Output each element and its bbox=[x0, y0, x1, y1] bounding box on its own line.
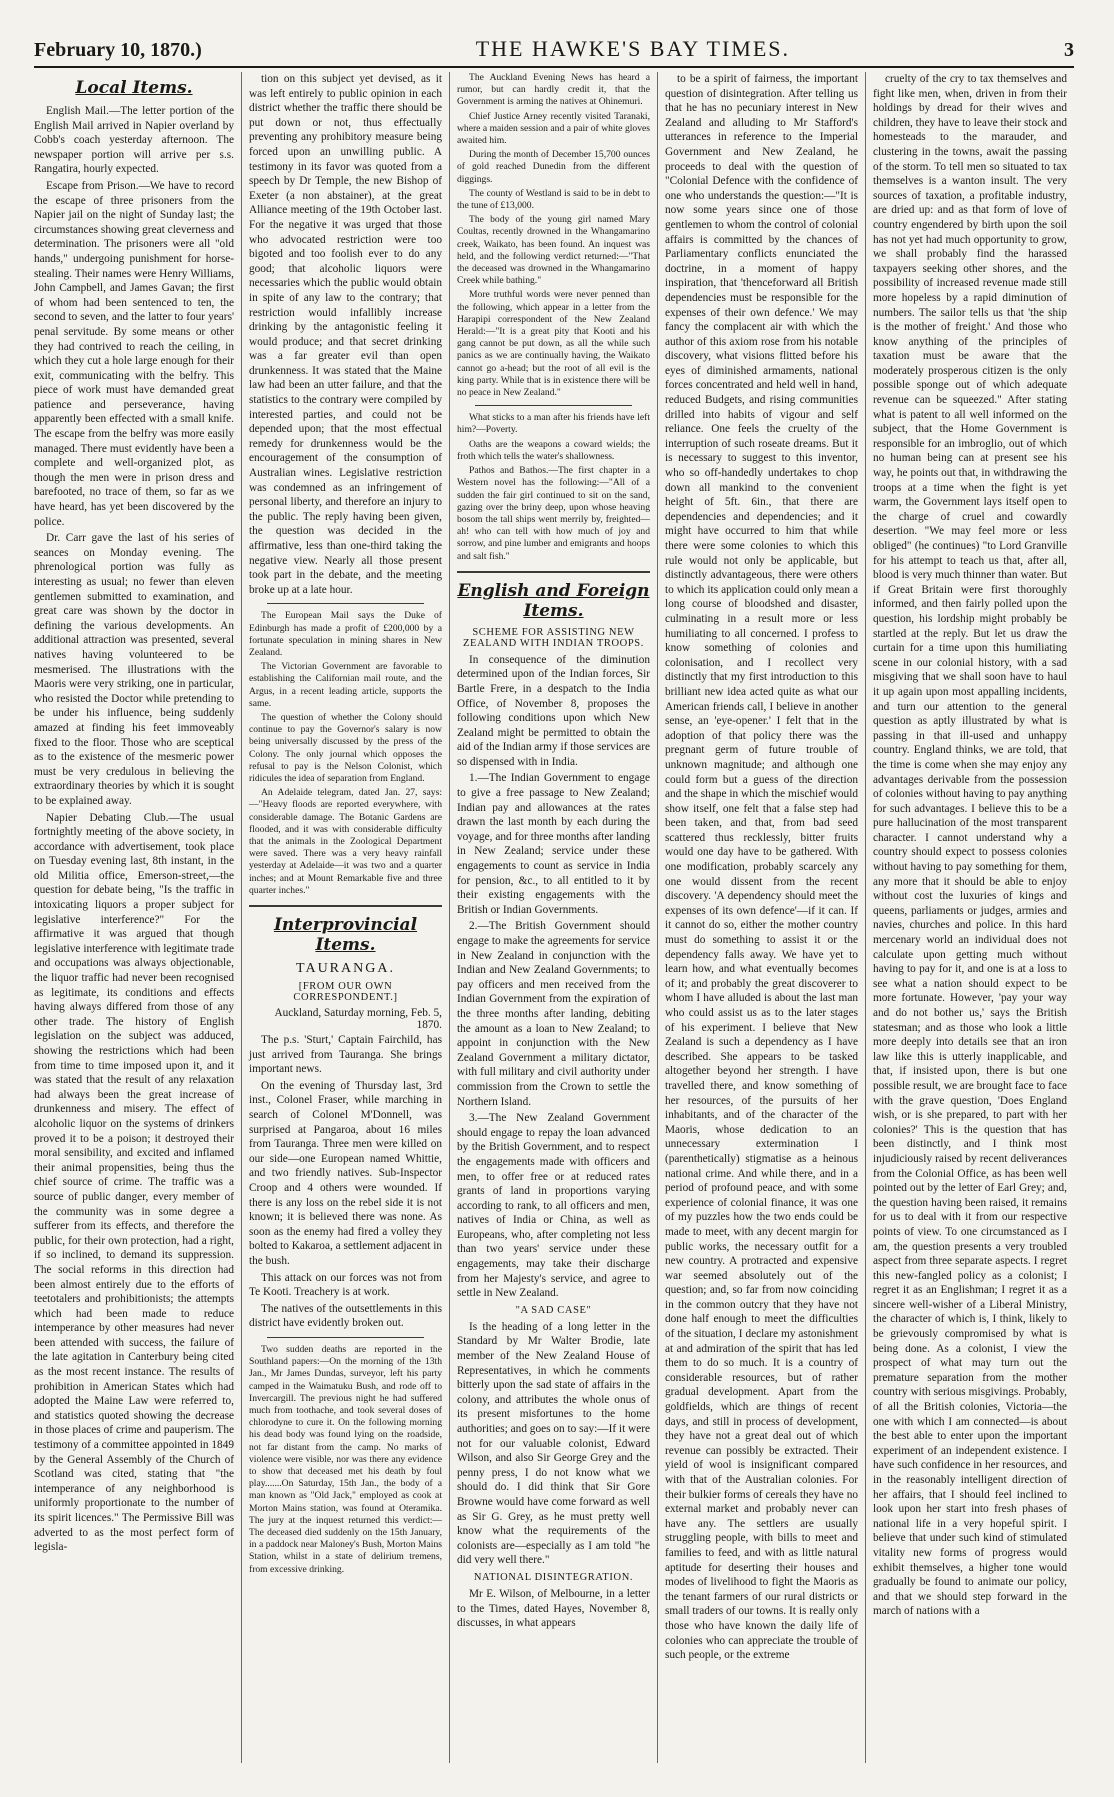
item-poverty: What sticks to a man after his friends have left him?—Poverty. bbox=[457, 412, 650, 436]
item-gold-dunedin: During the month of December 15,700 ounces of gold reached Dunedin from the different diggings. bbox=[457, 149, 650, 185]
newspaper-title: THE HAWKE'S BAY TIMES. bbox=[475, 36, 791, 61]
item-victorian-government: The Victorian Government are favorable to establishing the Californian mail route, and the Argus, in a recent leading article, supports the same. bbox=[249, 661, 442, 709]
divider bbox=[249, 905, 442, 907]
article-disintegration-1: Mr E. Wilson, of Melbourne, in a letter to the Times, dated Hayes, November 8, discusses, in what appears bbox=[457, 1587, 650, 1630]
item-governor-salary: The question of whether the Colony should continue to pay the Governor's salary is now being universally discussed by the press of the Colony. The only journal which opposes the refusal to pay is the Nelson Colonist, which ridicules the idea of separation from England. bbox=[249, 712, 442, 785]
article-dr-carr: Dr. Carr gave the last of his series of seances on Monday evening. The phrenological portion was fully as interesting as usual; no fewer than eleven gentlemen submitted to examination, and great care was shown by the doctor in defining the various developments. An additional attraction was presented, several natives having volunteered to be mesmerised. The illustrations with the Maoris were very striking, one in particular, who resisted the Doctor while pretending to be under his influence, being suddenly amazed at finding his feet immoveably fixed to the floor. Those who are sceptical as to the existence of the mesmeric power must be very credulous in believing the extraordinary theories by which it is sought to be explained away. bbox=[34, 532, 234, 807]
item-adelaide-telegram: An Adelaide telegram, dated Jan. 27, says:—"Heavy floods are reported everywhere, with considerable damage. The Botanic Gardens are flooded, and it was with considerable difficulty that the animals in the Zoological Department were saved. There was a very heavy rainfall yesterday at Adelaide—it was two and a quarter inches; and at Mount Remarkable five and three quarter inches." bbox=[249, 787, 442, 896]
subheading-national-disintegration: NATIONAL DISINTEGRATION. bbox=[473, 1571, 634, 1583]
article-tauranga-1: The p.s. 'Sturt,' Captain Fairchild, has just arrived from Tauranga. She brings important news. bbox=[249, 1034, 442, 1076]
issue-date: February 10, 1870.) bbox=[34, 39, 202, 61]
column-4 bbox=[658, 72, 866, 1763]
column-3 bbox=[450, 72, 658, 1763]
section-heading-interprovincial: Interprovincial Items. bbox=[273, 915, 418, 956]
article-escape-from-prison: Escape from Prison.—We have to record the escape of three prisoners from the Napier jail on the night of Sunday last; the circumstances showing great cleverness and determination. The prisoners were all "old hands," undergoing punishment for horse-stealing. Their names were Henry Williams, John Campbell, and James Gavan; the first of whom had been sentenced to ten, the second to seven, and the latter to four years' penal servitude. By some means or other they had contrived to reach the ceiling, in which they cut a hole large enough for their exit, communicating with the belfry. This piece of work must have demanded great patience and perseverance, having apparently been effected with a small knife. The escape from the belfry was more easily managed. There must evidently have been a complete and well-organized plot, as though the men were in prison dress and barefooted, no trace of them, so far as we have heard, has yet been discovered by the police. bbox=[34, 179, 234, 528]
article-sad-case: Is the heading of a long letter in the Standard by Mr Walter Brodie, late member of the New Zealand House of Representatives, in which he comments bitterly upon the sad state of affairs in the colony, and attributes the whole onus of its present misfortunes to the home authorities; and goes on to say:—If it were not for our valuable colonist, Edward Wilson, and also Sir George Grey and the penny press, I do not know what we should do. I did think that Sir Gore Browne would have come forward as well as Sir G. Grey, as he must pretty well know what the requirements of the colonists are—especially as I am told "he did very well there." bbox=[457, 1320, 650, 1567]
page-number: 3 bbox=[1064, 39, 1074, 61]
divider bbox=[267, 603, 424, 604]
subheading-sad-case: "A SAD CASE" bbox=[515, 1304, 592, 1316]
article-english-mail: English Mail.—The letter portion of the English Mail arrived in Napier overland by Cobb's coach yesterday afternoon. The newspaper portion will arrive per s.s. Rangatira, hourly expected. bbox=[34, 105, 234, 176]
item-pathos-bathos: Pathos and Bathos.—The first chapter in a Western novel has the following:—"All of a sudden the fair girl continued to sit on the sand, gazing over the briny deep, upon whose heaving bosom the tall ships went merrily by, freighted—ah! who can tell with how much of joy and sorrow, and pine lumber and emigrants and hoops and salt fish." bbox=[457, 465, 650, 562]
item-truthful-words: More truthful words were never penned than the following, which appear in a letter from the Harapipi correspondent of the New Zealand Herald:—"It is a great pity that Kooti and his gang cannot be put down, as all the while such panics as we are continually having, the Waikato cannot go a-head; but the root of all evil is the king party. While that is in existence there will be no peace in New Zealand." bbox=[457, 289, 650, 399]
column-1 bbox=[34, 72, 242, 1763]
article-debating-club-cont: tion on this subject yet devised, as it was left entirely to public opinion in each district whether the traffic there should be put down or not, thus effectually preventing any prohibitory measure being forced upon an unwilling public. A testimony in its favor was quoted from a speech by Dr Temple, the new Bishop of Exeter (a non abstainer), at the great Alliance meeting of the 19th October last. For the negative it was urged that those who advocated restriction were too bigoted and too foolish ever to do any good; that alcoholic liquors were necessaries which the public would obtain in spite of any law to the contrary; that restriction would infallibly increase drinking by the antagonistic feeling it would produce; and that secret drinking was a far greater evil than open drunkenness. It was stated that the Maine law had been an utter failure, and that the statistics to the contrary were compiled by interested parties, and could not be depended upon; that the most effectual remedy for drunkenness would be the encouragement of the consumption of Australian wines. Legislative restriction was condemned as an infringement of personal liberty, and therefore an injury to the public. The reply having been given, the question was decided in the affirmative, less than one-third taking the negative view. Nearly all those present took part in the debate, and the meeting broke up at a late hour. bbox=[249, 73, 442, 596]
item-oaths: Oaths are the weapons a coward wields; the froth which tells the water's shallowness. bbox=[457, 438, 650, 462]
place-heading: TAURANGA. bbox=[296, 961, 395, 977]
item-chief-justice: Chief Justice Arney recently visited Taranaki, where a maiden session and a pair of white gloves awaited him. bbox=[457, 110, 650, 147]
section-heading-english-foreign: English and Foreign Items. bbox=[457, 580, 650, 621]
masthead bbox=[34, 36, 1074, 68]
divider bbox=[475, 405, 632, 406]
article-indian-troops-3: 2.—The British Government should engage to make the agreements for service in New Zealand in conjunction with the Indian and New Zealand Governments; to pay officers and men received from the Indian Government from the expiration of the three months after landing, debiting the amount as a loan to New Zealand; to appoint in conjunction with the New Zealand Government a military dictator, with full military and civil authority under commission from the Crown to settle the Northern Island. bbox=[457, 920, 650, 1108]
subheading-indian-troops: SCHEME FOR ASSISTING NEW ZEALAND WITH INDIAN TROOPS. bbox=[463, 626, 644, 649]
columns bbox=[34, 72, 1074, 1763]
item-westland-debt: The county of Westland is said to be in debt to the tune of £13,000. bbox=[457, 187, 650, 212]
column-5 bbox=[866, 72, 1074, 1763]
divider bbox=[267, 1337, 424, 1338]
article-tauranga-2: On the evening of Thursday last, 3rd inst., Colonel Fraser, while marching in search of Colonel M'Donnell, was surprised at Pangaroa, about 16 miles from Tauranga. Three men were killed on our side—one European named Whittie, and two friendly natives. Sub-Inspector Croop and 4 others were wounded. If there is any loss on the rebel side it is not known; it is believed there was none. As soon as the enemy had fired a volley they bolted to Kakaroa, a settlement adjacent in the bush. bbox=[249, 1079, 442, 1267]
article-indian-troops-4: 3.—The New Zealand Government should engage to repay the loan advanced by the British Government, and to respect the engagements made with officers and men, to offer free or at reduced rates grants of land in proportions varying according to rank, to all officers and men, natives of India or China, as well as Europeans, who, after completing not less than two years' service under these engagements, may take their discharge from her Majesty's service, and agree to settle in New Zealand. bbox=[457, 1112, 650, 1300]
article-indian-troops-1: In consequence of the diminution determined upon of the Indian forces, Sir Bartle Frere, in a despatch to the India Office, of November 8, proposes the following conditions upon which New Zealand might be permitted to obtain the aid of the Indian army if those services are so dispensed with in India. bbox=[457, 653, 650, 768]
article-disintegration-3: cruelty of the cry to tax themselves and fight like men, when, driven in from their holdings by dread for their wives and children, they have to leave their stock and homesteads to the marauder, and clustering in the towns, await the passing of the storm. To tell men so situated to tax themselves is a wanton insult. The very sources of taxation, a profitable industry, are dried up: and as that form of love of country engendered by birth upon the soil has not yet had much opportunity to grow, we shall probably find the harassed taxpayers seeking other shores, and the possibility of increased revenue made still more hopeless by a rapid diminution of numbers. The sailor tells us that 'the ship is the mother of freight.' And those who know anything of the principles of taxation must be aware that the moderately prosperous citizen is the only possible sponge out of which adequate revenue can be squeezed." After stating what is patent to all well informed on the subject, that the Home Government is responsible for an imbroglio, out of which no human being can at present see his way, he points out that, in withdrawing the troops at a time when the fight is yet warm, the Government lays itself open to the charge of cruel and cowardly desertion. "We may feel more or less obliged" (he continues) "to Lord Granville for his attempt to teach us that, after all, blood is very much thinner than water. But if Great Britain were first thoroughly informed, and then fairly polled upon the question, his lordship might probably be startled at the reply. But let us draw the curtain for a time upon this humiliating scene in our colonial history, with a sad misgiving that we shall soon have to haul it up again upon most appalling incidents, and turn our attention to the general question as aptly illustrated by what is passing in that ill-used and unhappy country. England thinks, we are told, that the time is come when she may enjoy any advantages derivable from the possession of colonies without having to pay anything for such advantages. I believe this to be a pure hallucination of the most transparent character. I cannot understand why a country should expect to possess colonies without having to pay something for them, any more that it should be able to enjoy without cost the luxuries of kings and queens, parliaments or judges, armies and navies, churches and police. In this hard mercenary world an individual does not calculate upon getting much without having to pay for it, and one is at a loss to see what a nation should expect to be more fortunate. However, 'pay your way and do not bother us,' says the British statesman; and as those who look a little more deeply into details see that an iron law like this is utterly inapplicable, and that, if insisted upon, there is but one possible result, we are brought face to face with the grave question, 'Does England wish, or is she prepared, to part with her colonies?' This is the question that has been distinctly, and I think most injudiciously raised by recent deliverances from the Colonial Office, as has been well pointed out by the letter of Earl Grey; and, the question having been raised, it remains for us to deal with it from our respective points of view. To one circumstanced as I am, the question presents a very troubled aspect from three separate aspects. I regret this new-fangled policy as a colonist; I regret it as an Englishman; I regret it as a sincere well-wisher of a Liberal Ministry, the character of which is, I think, likely to be grievously compromised by what is being done. As a colonist, I view the prospect of what may turn out the premature separation from the mother country with serious misgivings. Probably, of all the British colonies, Victoria—the one with which I am connected—is about the best able to enter upon the important experiment of an independent existence. I have such confidence in her resources, and in the reasonably intelligent direction of her affairs, that I should feel inclined to look upon her start into fresh phases of national life in a very hopeful spirit. I believe that under such kind of stimulated vitality new forms of progress would exhibit themselves, a higher tone would gradually be found to animate our policy, and that we should step forward in the march of nations with a bbox=[873, 73, 1067, 1618]
divider bbox=[457, 571, 650, 573]
article-tauranga-3: This attack on our forces was not from Te Kooti. Treachery is at work. bbox=[249, 1271, 442, 1299]
article-debating-club: Napier Debating Club.—The usual fortnightly meeting of the above society, in accordance with advertisement, took place on Tuesday evening last, 8th instant, in the old Militia office, Emerson-street,—the question for debate being, "Is the traffic in intoxicating liquors a proper subject for legislative interference?" For the affirmative it was argued that though legislative interference with legitimate trade and occupations was always objectionable, the liquor traffic had never been recognised as legitimate, its conditions and effects having always differed from those of any other trade. The history of English legislation on the subject was adduced, showing the restrictions which had been from time to time imposed upon it, and it was stated that the result of any relaxation had always been the great increase of drunkenness and misery. The effect of alcoholic liquor on the systems of drinkers proved it to be a poison; it destroyed their moral sensibility, and excited and inflamed their animal propensities, being thus the chief source of crime. The traffic was a source of public danger, every member of the community was in some degree a sufferer from its effects, and therefore the public, for their own protection, had a right, if so inclined, to demand its suppression. The social reforms in this direction had been almost entirely due to the efforts of teetotalers and prohibitionists; the attempts which had been made to reduce intemperance by other measures had never been attended with success, the failure of the late agitation in Canterbury being cited as the most recent instance. The results of prohibition in American States which had adopted the Maine Law were referred to, and statistics quoted showing the decrease in those places of crime and pauperism. The testimony of a committee appointed in 1849 by the General Assembly of the Church of Scotland was cited, stating that "the intemperance of any neighborhood is uniformly proportionate to the number of its spirit licences." The Permissive Bill was adverted to as the most perfect form of legisla- bbox=[34, 811, 234, 1554]
dateline: Auckland, Saturday morning, Feb. 5, 1870. bbox=[274, 1007, 442, 1032]
item-auckland-rumor: The Auckland Evening News has heard a rumor, but can hardly credit it, that the Government is arming the natives at Ohinemuri. bbox=[457, 72, 650, 108]
item-sudden-deaths: Two sudden deaths are reported in the Southland papers:—On the morning of the 13th Jan., Mr James Dundas, surveyor, left his party camped in the Waimatuku Bush, and rode off to Invercargill. The previous night he had suffered much from toothache, and took several doses of chlorodyne to cure it. On the following morning his dead body was found lying on the roadside, not far distant from the camp. No marks of violence were visible, nor was there any evidence to show that deceased met his death by foul play.......On Saturday, 15th Jan., the body of a man known as "Old Jack," employed as cook at Morton Mains station, was found at Oteramika. The jury at the inquest returned this verdict:—The deceased died suddenly on the 15th January, in a paddock near Maloney's Bush, Morton Mains Station, whilst in a state of delirium tremens, from excessive drinking. bbox=[249, 1343, 442, 1575]
correspondent-credit: [FROM OUR OWN CORRESPONDENT.] bbox=[293, 981, 398, 1004]
article-tauranga-4: The natives of the outsettlements in this district have evidently broken out. bbox=[249, 1302, 442, 1330]
article-disintegration-2: to be a spirit of fairness, the important question of disintegration. After telling us that he has no pecuniary interest in New Zealand and alluding to Mr Stafford's utterances in reference to the Imperial Government and New Zealand, he proceeds to deal with the question of "Colonial Defence with the confidence of one who understands the question:—"It is now some years since one of those gentlemen to whom the control of colonial affairs is committed by the chances of Parliamentary conflicts enunciated the doctrine, in a moment of happy inspiration, that 'thenceforward all British dependencies must be responsible for the expenses of their own defence.' We may fancy the complacent air with which the author of this axiom rose from his notable discovery, what visions flitted before his eyes of diminished armaments, national forces concentrated and held well in hand, reduced Budgets, and rising communities drilled into habits of vigour and self reliance. One feels the cruelty of the interruption of such roseate dreams. But it is necessary to suggest to this inventor, who so off-handedly undertakes to chop down all mankind to the convenient height of 5ft. 6in., that there are dependencies and dependencies; and it might have occurred to him that while there were some colonies to which this rule would not only be applicable, but distinctly advantageous, there were others to which its application could only mean a long course of bloodshed and disaster, culminating in a result more or less humiliating to all concerned. I profess to know something of colonies and colonisation, and I recollect very distinctly that my first introduction to this brilliant new idea acted quite as what our American friends call, I believe in another sense, an 'eye-opener.' I felt that in the adoption of that policy there was the pregnant germ of future trouble of unknown magnitude; and although one could form but a guess of the direction and the shape in which the mischief would show itself, one felt that a false step had been taken, and that, from bad seed scattered thus recklessly, bitter fruits would one day have to be gathered. With one modification, probably scarcely any one would dissent from the recent discovery. 'A dependency should meet the expenses of its own defence'—if it can. If it cannot do so, either the mother country must do something to assist it or the dependency falls away. We have yet to learn how, and what eventually becomes of it; and probably the great discoverer to whom I have alluded is about the last man who could assist us as to the later stages of his experiment. I believe that New Zealand is such a dependency as I have described. She appears to be tasked altogether beyond her strength. I have travelled there, and know something of her resources, of the pursuits of her inhabitants, and of the character of the Maoris, whose dedication to an unnecessary extermination I (parenthetically) stigmatise as a heinous national crime. And while there, and in a period of profound peace, and with some experience of colonial finance, it was one of my puzzles how the two ends could be made to meet, with any decent margin for public works, the necessary outfit for a new country. A protracted and expensive war seemed absolutely out of the question; and, so far from now coinciding in the common outcry that they have not done half enough to meet the difficulties of the situation, I declare my astonishment at and admiration of the spirit that has led them to do so much. It is a country of considerable resources, but of rather gradual development. Apart from the goldfields, which are things of recent days, and still in process of development, they have not a great deal out of which revenue can possibly be extracted. Their yield of wool is insignificant compared with that of the Australian colonies. For their bulkier forms of cereals they have no external market and probably never can have any. The settlers are usually struggling people, with bills to meet and families to feed, and with as little natural aptitude for deserting their houses and modes of livelihood to fight the Maoris as the tenant farmers of our rural districts or small traders of our towns. It is really only those who have known the daily life of colonies who can appreciate the trouble of such people, or the extreme bbox=[665, 73, 858, 1662]
section-heading-local-items: Local Items. bbox=[75, 78, 193, 98]
article-indian-troops-2: 1.—The Indian Government to engage to give a free passage to New Zealand; Indian pay and allowances at the rates drawn the last month by each during the voyage, and for three months after landing in New Zealand; service under these engagements to count as service in India for pension, &c., to all entitled to it by their existing engagements with the British or Indian Governments. bbox=[457, 772, 650, 916]
column-2 bbox=[242, 72, 450, 1763]
item-mary-coultas: The body of the young girl named Mary Coultas, recently drowned in the Whangamarino creek, Waikato, has been found. An inquest was held, and the following verdict returned:—"That the deceased was drowned in the Whangamarino Creek while bathing." bbox=[457, 214, 650, 287]
item-duke-edinburgh: The European Mail says the Duke of Edinburgh has made a profit of £200,000 by a fortunate speculation in mining shares in New Zealand. bbox=[249, 610, 442, 658]
